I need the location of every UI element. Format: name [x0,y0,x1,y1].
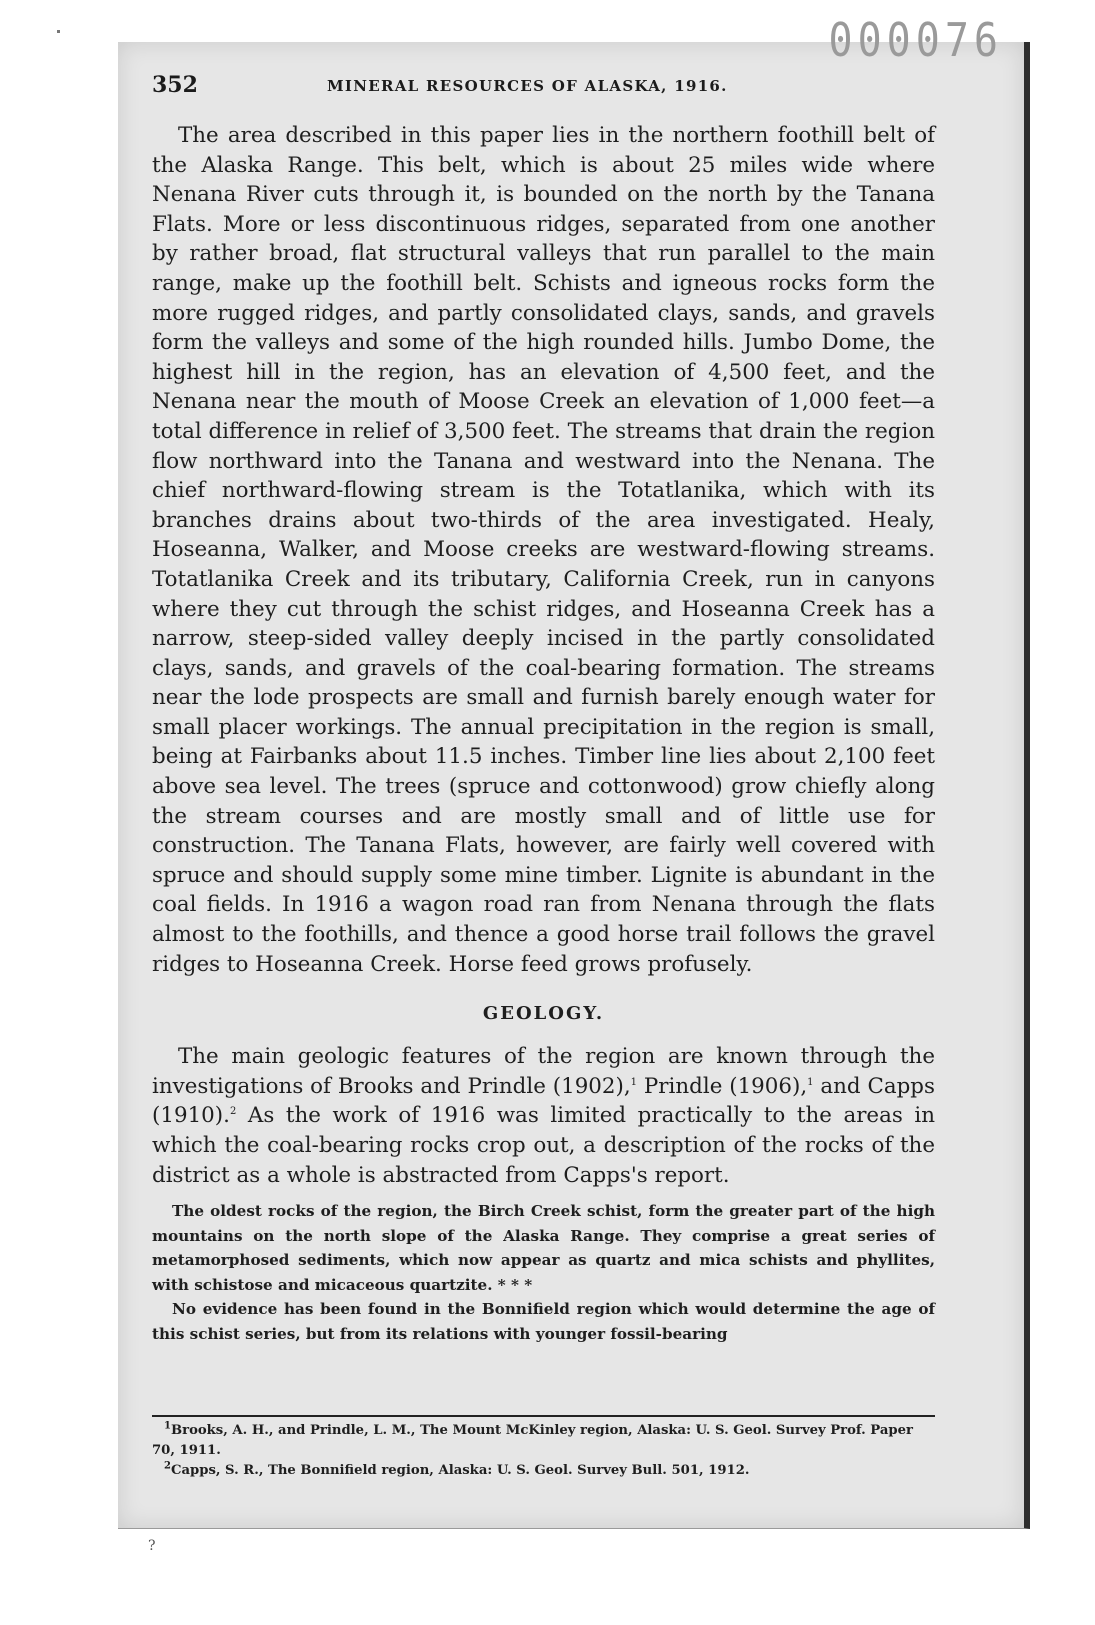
footnote-reference: 1 [807,1076,814,1088]
footnote-divider [152,1415,935,1417]
quote-paragraph: No evidence has been found in the Bonnifield region which would determine the age of this schist series, but from its relations with younger fossil-bearing [152,1300,935,1343]
geology-text-part: The main geologic features of the region are known through the investigations of Brooks and Prindle (1902), [152,1044,935,1099]
intro-paragraph: The area described in this paper lies in the northern foothill belt of the Alaska Range. This belt, which is about 25 miles wide where Nenana River cuts through it, is bounded on the north by the Tanana Flats. More or less discontinuous ridges, separated from one another by rather broad, flat structural valleys that run parallel to the main range, make up the foothill belt. Schists and igneous rocks form the more rugged ridges, and partly consolidated clays, sands, and gravels form the valleys and some of the high rounded hills. Jumbo Dome, the highest hill in the region, has an elevation of 4,500 feet, and the Nenana near the mouth of Moose Creek an elevation of 1,000 feet—a total difference in relief of 3,500 feet. The streams that drain the region flow northward into the Tanana and westward into the Nenana. The chief northward-flowing stream is the Totatlanika, which with its branches drains about two-thirds of the area investigated. Healy, Hoseanna, Walker, and Moose creeks are westward-flowing streams. Totatlanika Creek and its tributary, California Creek, run in canyons where they cut through the schist ridges, and Hoseanna Creek has a narrow, steep-sided valley deeply incised in the partly consolidated clays, sands, and gravels of the coal-bearing formation. The streams near the lode prospects are small and furnish barely enough water for small placer workings. The annual precipitation in the region is small, being at Fairbanks about 11.5 inches. Timber line lies about 2,100 feet above sea level. The trees (spruce and cottonwood) grow chiefly along the stream courses and are mostly small and of little use for construction. The Tanana Flats, however, are fairly well covered with spruce and should supply some mine timber. Lignite is abundant in the coal fields. In 1916 a wagon road ran from Nenana through the flats almost to the foothills, and thence a good horse trail follows the gravel ridges to Hoseanna Creek. Horse feed grows profusely. [152,123,935,977]
running-header [152,72,932,106]
footnote-text: Brooks, A. H., and Prindle, L. M., The Mount McKinley region, Alaska: U. S. Geol. Survey Prof. Paper 70, 1911. [152,1423,913,1458]
quoted-extract [152,1199,935,1346]
footnote [152,1461,935,1481]
margin-mark: ? [148,1538,156,1554]
footnote [152,1421,935,1461]
geology-text-part: and Capps (1910). [152,1073,935,1129]
footnotes [152,1421,935,1481]
geology-text-part: Prindle (1906), [637,1073,808,1099]
page-number: 352 [152,72,198,98]
page-header-title: MINERAL RESOURCES OF ALASKA, 1916. [327,77,728,95]
footnote-text: Capps, S. R., The Bonnifield region, Alaska: U. S. Geol. Survey Bull. 501, 1912. [170,1463,750,1478]
document-body [152,121,935,1346]
geology-paragraph [152,1042,935,1190]
footnote-reference: 2 [229,1106,237,1118]
document-stamp-number: 000076 [828,14,1003,68]
section-heading: GEOLOGY. [482,1003,605,1025]
footnote-marker: 1 [164,1420,171,1432]
footnote-reference: 1 [630,1076,638,1088]
geology-text-part: As the work of 1916 was limited practically to the areas in which the coal-bearing rocks crop out, a description of the rocks of the district as a whole is abstracted from Capps's report. [152,1103,935,1188]
scan-speck [57,30,60,33]
quote-paragraph: The oldest rocks of the region, the Birch Creek schist, form the greater part of the high mountains on the north slope of the Alaska Range. They comprise a great series of metamorphosed sediments, which now appear as quartz and mica schists and phyllites, with schistose and micaceous quartzite. * * * [152,1202,935,1294]
footnote-marker: 2 [164,1460,171,1472]
